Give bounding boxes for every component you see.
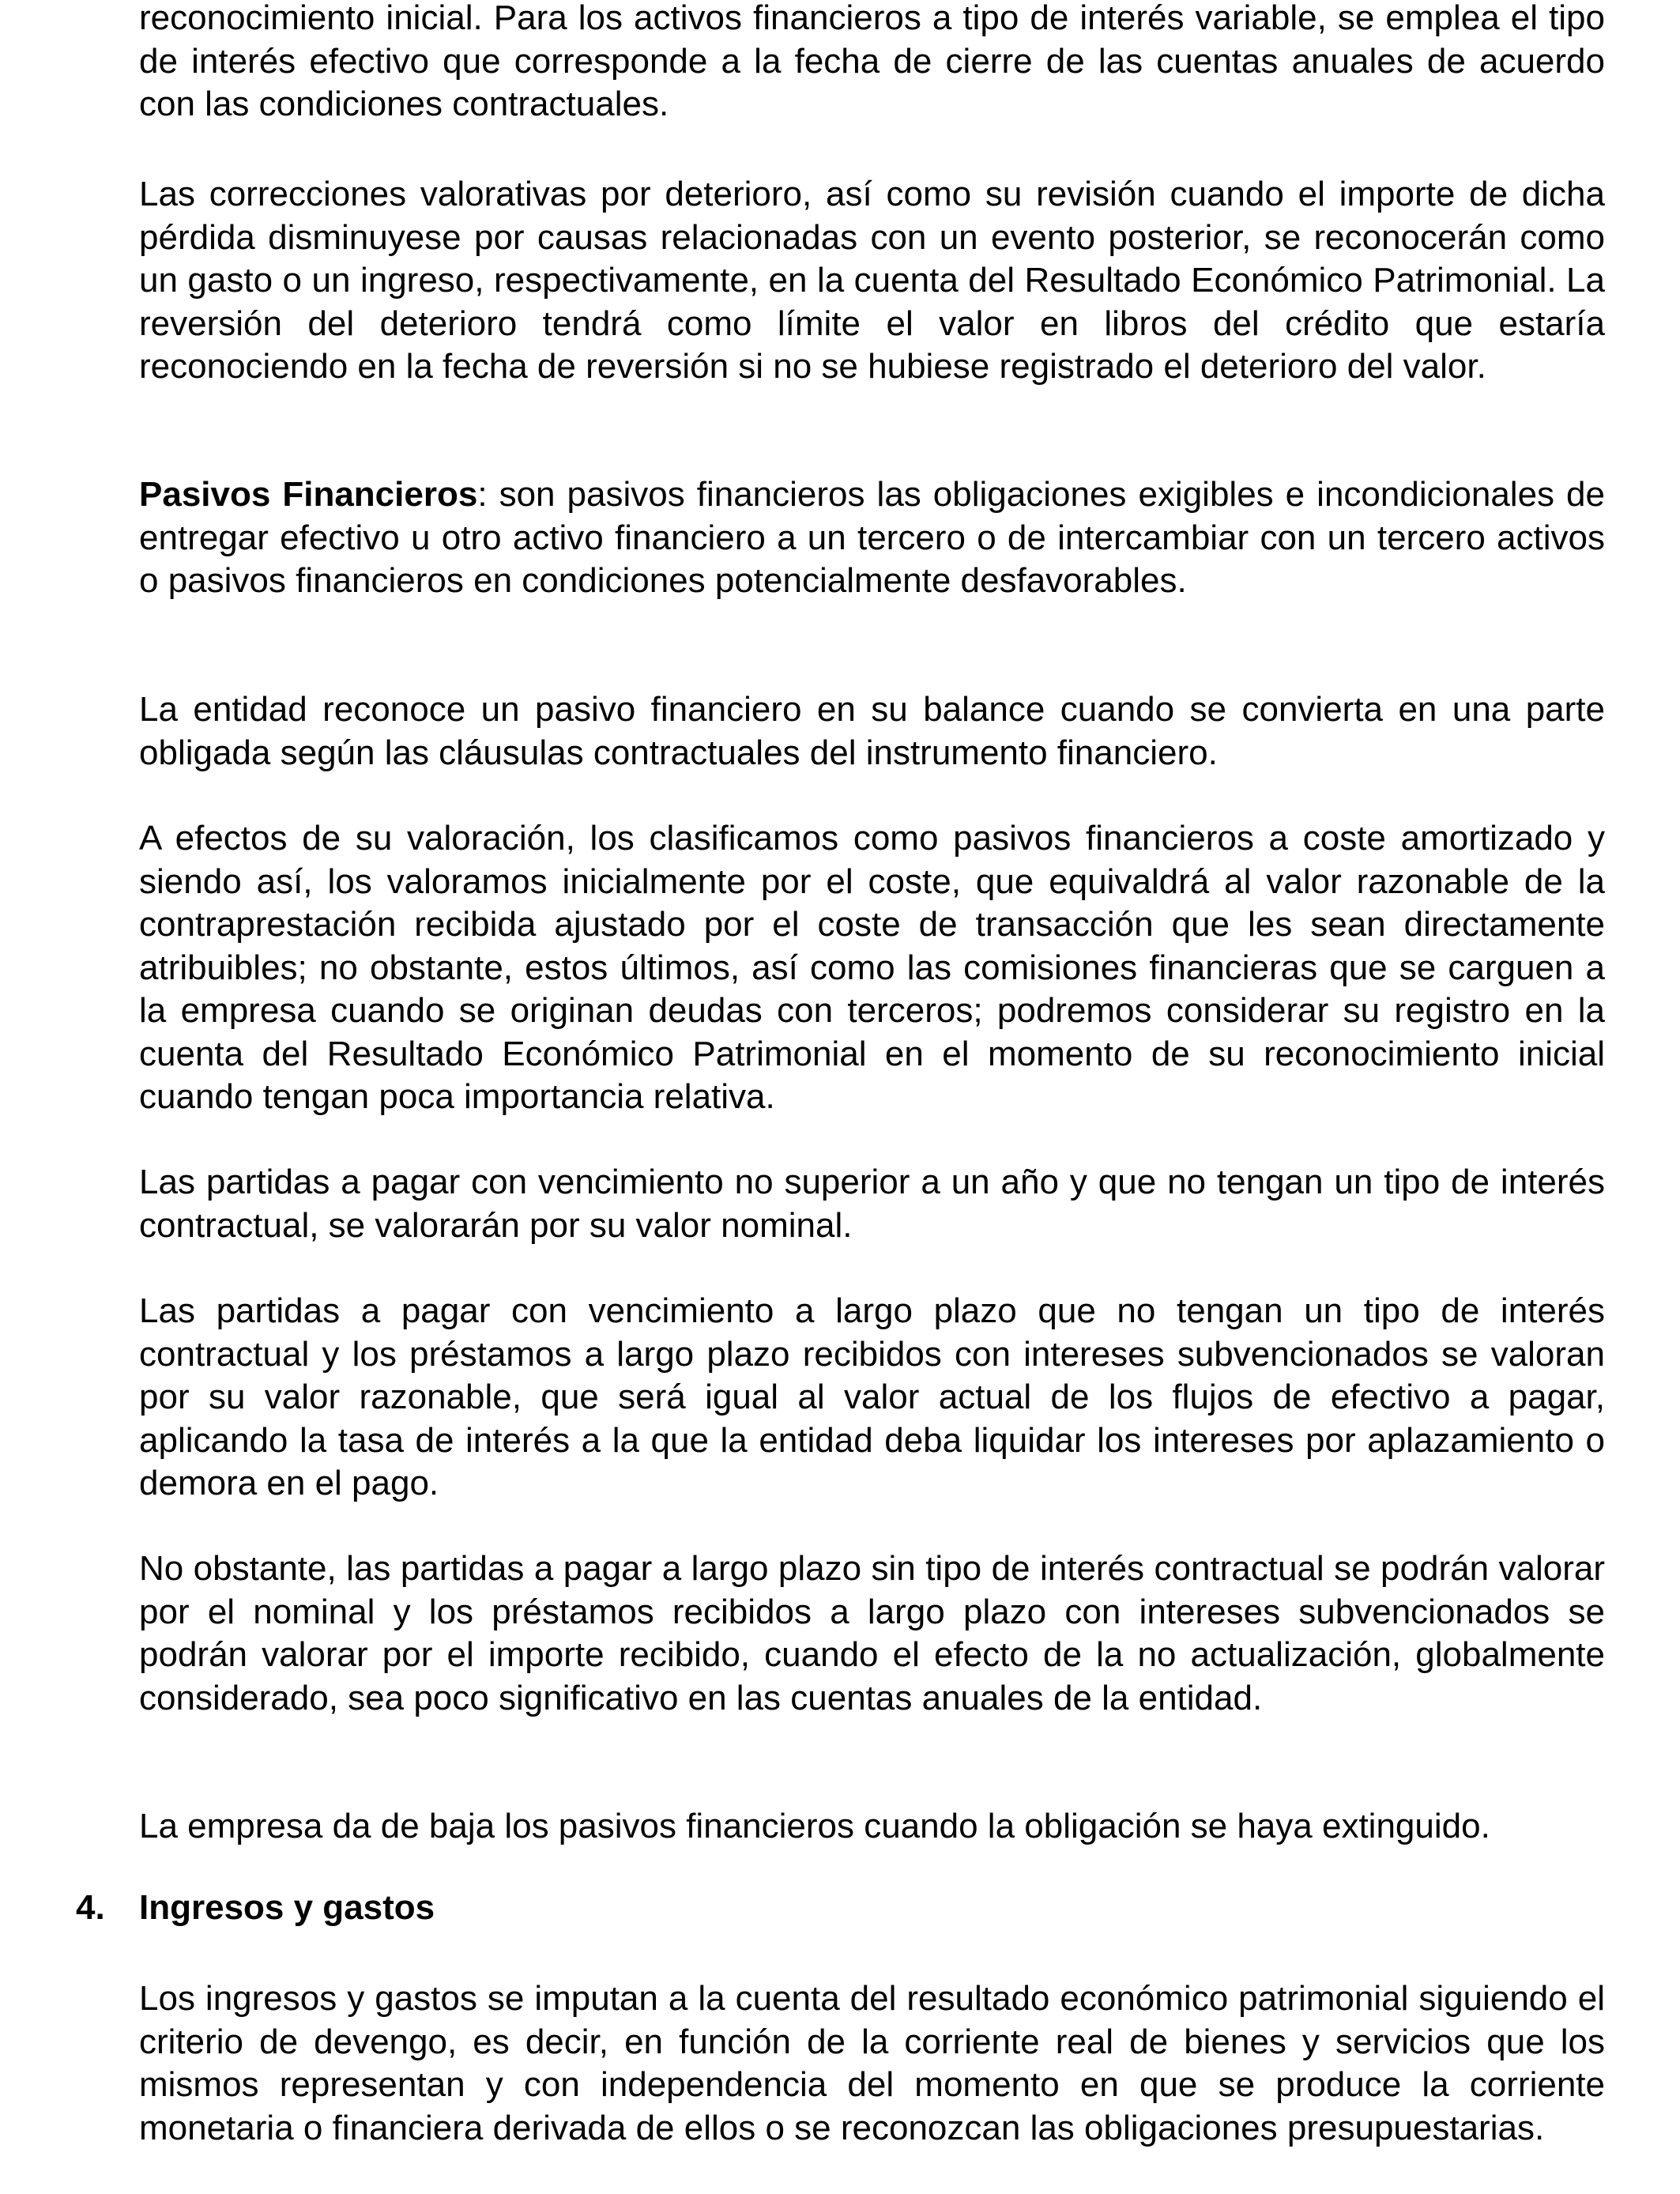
paragraph-amortized-cost-valuation: A efectos de su valoración, los clasificamos como pasivos financieros a coste amortizado y siendo así, los valoramos inicialmente por el coste, que equivaldrá al valor razonable de la contraprestación recibida ajustado por el coste de transacción que les sean directamente atribuibles; no obstante, estos últimos, así como las comisiones financieras que se carguen a la empresa cuando se originan deudas con terceros; podremos considerar su registro en la cuenta del Resultado Económico Patrimonial en el momento de su reconocimiento inicial cuando tengan poca importancia relativa.: [139, 819, 1605, 1116]
paragraph-nominal-valuation-exception: No obstante, las partidas a pagar a largo plazo sin tipo de interés contractual se podrán valorar por el nominal y los préstamos recibidos a largo plazo con intereses subvencionados se podrán valorar por el importe recibido, cuando el efecto de la no actualización, globalmente considerado, sea poco significativo en las cuentas anuales de la entidad.: [139, 1549, 1605, 1717]
paragraph-impairment-corrections: Las correcciones valorativas por deterioro, así como su revisión cuando el importe de dicha pérdida disminuyese por causas relacionadas con un evento posterior, se reconocerán como un gasto o un ingreso, respectivamente, en la cuenta del Resultado Económico Patrimonial. La reversión del deterioro tendrá como límite el valor en libros del crédito que estaría reconociendo en la fecha de reversión si no se hubiese registrado el deterioro del valor.: [139, 175, 1605, 386]
section-heading-ingresos-gastos: [76, 1887, 435, 1930]
paragraph-derecognition: La empresa da de baja los pasivos financieros cuando la obligación se haya extinguido.: [139, 1807, 1490, 1845]
term-pasivos-financieros: Pasivos Financieros: [139, 475, 478, 514]
paragraph-liability-recognition: La entidad reconoce un pasivo financiero en su balance cuando se convierta en una parte obligada según las cláusulas contractuales del instrumento financiero.: [139, 690, 1605, 772]
paragraph-initial-recognition: reconocimiento inicial. Para los activos financieros a tipo de interés variable, se emplea el tipo de interés efectivo que corresponde a la fecha de cierre de las cuentas anuales de acuerdo con las condiciones contractuales.: [139, 0, 1605, 123]
section-number: 4.: [76, 1888, 105, 1927]
paragraph-long-term-payables: Las partidas a pagar con vencimiento a largo plazo que no tengan un tipo de interés contractual y los préstamos a largo plazo recibidos con intereses subvencionados se valoran por su valor razonable, que será igual al valor actual de los flujos de efectivo a pagar, aplicando la tasa de interés a la que la entidad deba liquidar los intereses por aplazamiento o demora en el pago.: [139, 1291, 1605, 1502]
paragraph-income-expenses: Los ingresos y gastos se imputan a la cuenta del resultado económico patrimonial siguiendo el criterio de devengo, es decir, en función de la corriente real de bienes y servicios que los mismos representan y con independencia del momento en que se produce la corriente monetaria o financiera derivada de ellos o se reconozcan las obligaciones presupuestarias.: [139, 1979, 1605, 2147]
paragraph-financial-liabilities-definition: [139, 473, 1605, 603]
definition-text: : son pasivos financieros las obligaciones exigibles e incondicionales de entregar efectivo u otro activo financiero a un tercero o de intercambiar con un tercero activos o pasivos financieros en condiciones potencialmente desfavorables.: [139, 475, 1605, 600]
paragraph-short-term-payables: Las partidas a pagar con vencimiento no superior a un año y que no tengan un tipo de interés contractual, se valorarán por su valor nominal.: [139, 1163, 1605, 1245]
section-title: Ingresos y gastos: [139, 1888, 435, 1927]
